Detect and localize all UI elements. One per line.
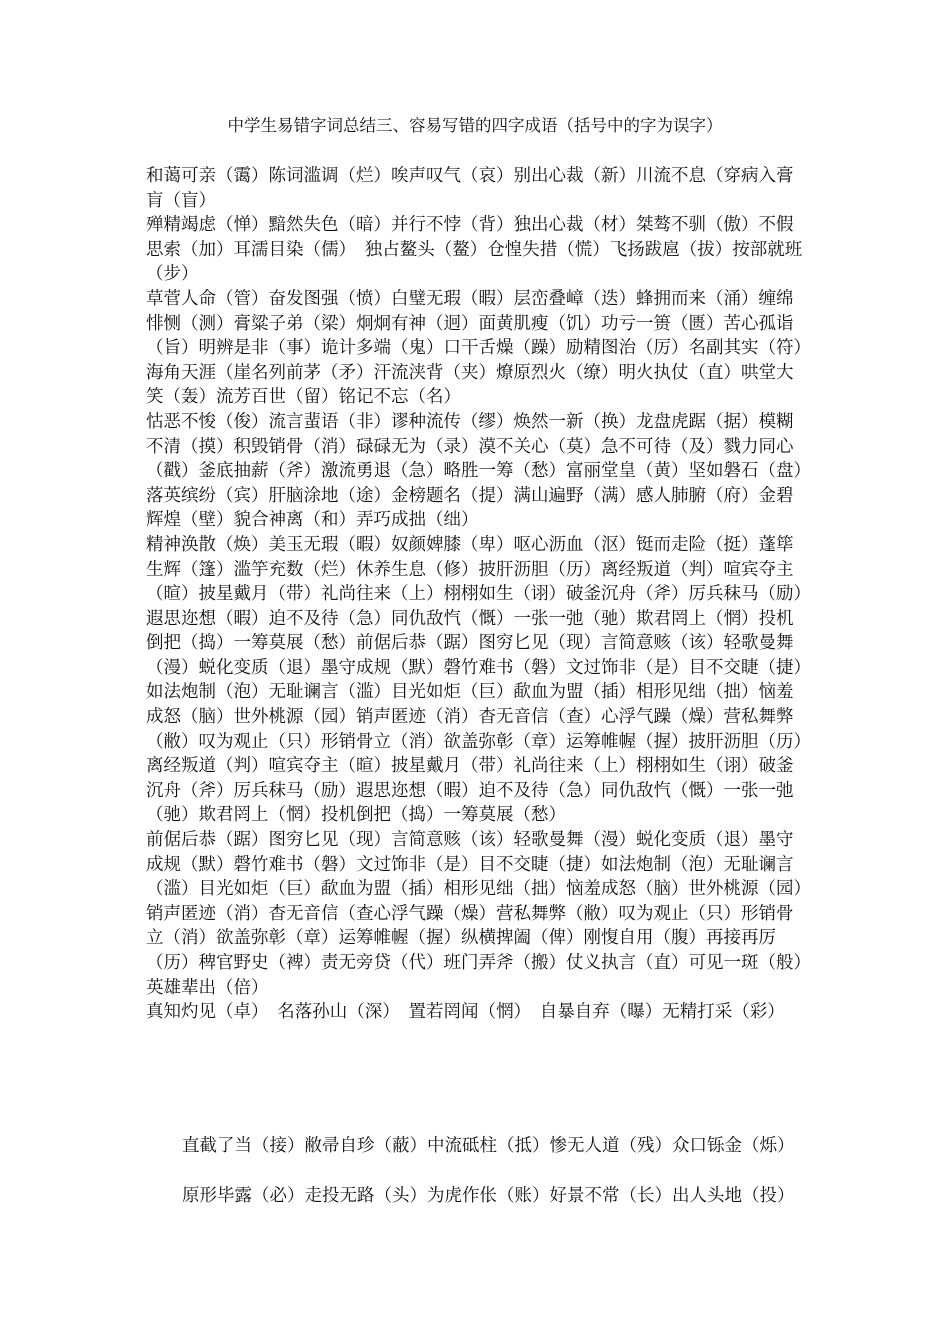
document-body	[146, 164, 810, 1025]
paragraph: 殚精竭虑（惮）黯然失色（暗）并行不悖（背）独出心裁（材）桀骜不驯（傲）不假思索（加）耳濡目染（儒） 独占鳌头（鳌）仓惶失措（慌）飞扬跋扈（拔）按部就班（步）	[146, 215, 803, 285]
paragraph: 遐思迩想（暇）迫不及待（急）同仇敌忾（慨）一张一弛（驰）欺君罔上（惘）投机倒把（捣）一筹莫展（愁）前倨后恭（踞）图穷匕见（现）言简意赅（该）轻歌曼舞（漫）蜕化变质（退）墨守成规（默）磬竹难书（磐）文过饰非（是）目不交睫（捷）如法炮制（泡）无耻谰言（滥）目光如炬（巨）歃血为盟（插）相形见绌（拙）恼羞成怒（脑）世外桃源（园）销声匿迹（消）杳无音信（查）心浮气躁（燥）营私舞弊（敝）叹为观止（只）形销骨立（消）欲盖弥彰（章）运筹帷幄（握）披肝沥胆（历）离经叛道（判）喧宾夺主（暄）披星戴月（带）礼尚往来（上）栩栩如生（诩）破釜沉舟（斧）厉兵秣马（励）遐思迩想（暇）迫不及待（急）同仇敌忾（慨）一张一弛（驰）欺君罔上（惘）投机倒把（捣）一筹莫展（愁）	[146, 608, 803, 826]
paragraph: 和蔼可亲（霭）陈词滥调（烂）唉声叹气（哀）别出心裁（新）川流不息（穿病入膏肓（盲）	[146, 166, 794, 211]
paragraph: 精神涣散（焕）美玉无瑕（暇）奴颜婢膝（卑）呕心沥血（沤）铤而走险（挺）蓬筚生辉（篷）滥竽充数（烂）休养生息（修）披肝沥胆（历）离经叛道（判）喧宾夺主（暄）披星戴月（带）礼尚往来（上）栩栩如生（诩）破釜沉舟（斧）厉兵秣马（励）	[146, 534, 811, 605]
paragraph: 前倨后恭（踞）图穷匕见（现）言简意赅（该）轻歌曼舞（漫）蜕化变质（退）墨守成规（默）磬竹难书（磐）文过饰非（是）目不交睫（捷）如法炮制（泡）无耻谰言（滥）目光如炬（巨）歃血为盟（插）相形见绌（拙）恼羞成怒（脑）世外桃源（园）销声匿迹（消）杳无音信（查心浮气躁（燥）营私舞弊（敝）叹为观止（只）形销骨立（消）欲盖弥彰（章）运筹帷幄（握）纵横捭阖（俾）刚愎自用（腹）再接再厉（历）稗官野史（裨）责无旁贷（代）班门弄斧（搬）仗义执言（直）可见一斑（般）英雄辈出（倍）	[146, 830, 803, 998]
document-title: 中学生易错字词总结三、容易写错的四字成语（括号中的字为误字）	[227, 116, 723, 135]
paragraph: 真知灼见（卓） 名落孙山（深） 置若罔闻（惘） 自暴自弃（曝）无精打采（彩）	[146, 1002, 785, 1023]
indented-line: 原形毕露（必）走投无路（头）为虎作伥（账）好景不常（长）出人头地（投）	[182, 1186, 795, 1206]
paragraph: 草菅人命（管）奋发图强（愤）白璧无瑕（暇）层峦叠嶂（迭）蜂拥而来（涌）缠绵悱恻（测）膏粱子弟（梁）炯炯有神（迥）面黄肌瘦（饥）功亏一篑（匮）苦心孤诣（旨）明辨是非（事）诡计多端（鬼）口干舌燥（躁）励精图治（厉）名副其实（符）海角天涯（崖名列前茅（矛）汗流浃背（夹）燎原烈火（缭）明火执仗（直）哄堂大笑（轰）流芳百世（留）铭记不忘（名）	[146, 288, 803, 408]
indented-paragraph	[146, 1184, 810, 1209]
indented-line: 直截了当（接）敝帚自珍（蔽）中流砥柱（抵）惨无人道（残）众口铄金（烁）	[182, 1136, 795, 1156]
indented-paragraph	[146, 1134, 810, 1159]
paragraph: 怙恶不悛（俊）流言蜚语（非）谬种流传（缪）焕然一新（换）龙盘虎踞（据）模糊不清（摸）积毁销骨（消）碌碌无为（录）漠不关心（莫）急不可待（及）戮力同心（戳）釜底抽薪（斧）激流勇退（急）略胜一筹（愁）富丽堂皇（黄）坚如磐石（盘）落英缤纷（宾）肝脑涂地（途）金榜题名（提）满山遍野（满）感人肺腑（府）金碧辉煌（壁）貌合神离（和）弄巧成拙（绌）	[146, 411, 803, 531]
